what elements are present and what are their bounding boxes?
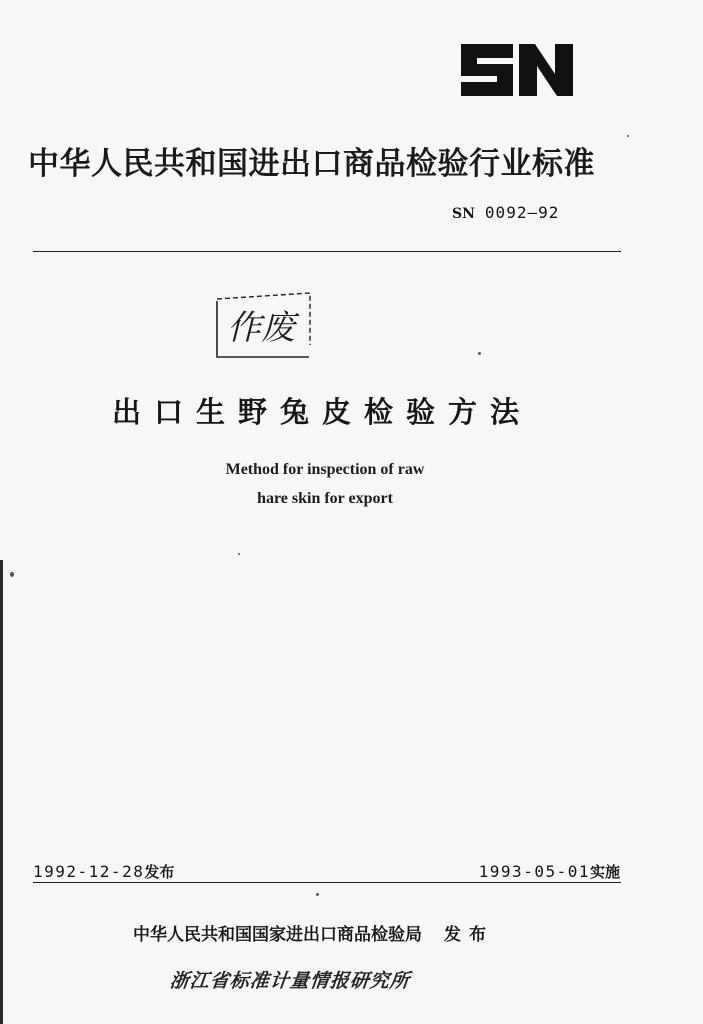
scan-speck bbox=[10, 572, 14, 577]
effective-date-value: 1993-05-01 bbox=[478, 862, 590, 881]
sn-standard-logo bbox=[455, 38, 575, 102]
library-stamp: 浙江省标准计量情报研究所 bbox=[168, 970, 412, 992]
scan-speck bbox=[316, 893, 319, 896]
footer-rule bbox=[33, 882, 621, 883]
void-stamp bbox=[213, 291, 313, 359]
publisher-action: 发布 bbox=[444, 925, 494, 945]
publisher-name: 中华人民共和国国家进出口商品检验局 bbox=[133, 925, 422, 945]
header-rule bbox=[33, 251, 621, 252]
standard-number-prefix: SN bbox=[452, 206, 475, 222]
document-title-chinese: 出口生野兔皮检验方法 bbox=[112, 395, 533, 429]
void-stamp-text: 作废 bbox=[227, 308, 295, 348]
effective-date-label: 实施 bbox=[589, 863, 620, 881]
publisher-line bbox=[133, 920, 494, 945]
issue-date bbox=[33, 861, 174, 882]
standard-type-heading: 中华人民共和国进出口商品检验行业标准 bbox=[28, 146, 595, 182]
scan-page-edge bbox=[0, 560, 3, 1024]
logo-letter-s bbox=[461, 44, 513, 96]
issue-date-value: 1992-12-28 bbox=[33, 862, 145, 881]
logo-letter-n bbox=[519, 44, 573, 96]
document-title-english bbox=[130, 455, 520, 513]
scan-speck bbox=[627, 135, 629, 137]
standard-number bbox=[452, 203, 559, 222]
document-title-english-line1: Method for inspection of raw bbox=[225, 461, 425, 478]
issue-date-label: 发布 bbox=[144, 863, 175, 881]
scan-speck bbox=[478, 352, 481, 355]
effective-date bbox=[479, 861, 620, 882]
standard-number-code: 0092—92 bbox=[484, 203, 560, 222]
scan-speck bbox=[238, 553, 240, 555]
document-title-english-line2: hare skin for export bbox=[257, 490, 393, 507]
